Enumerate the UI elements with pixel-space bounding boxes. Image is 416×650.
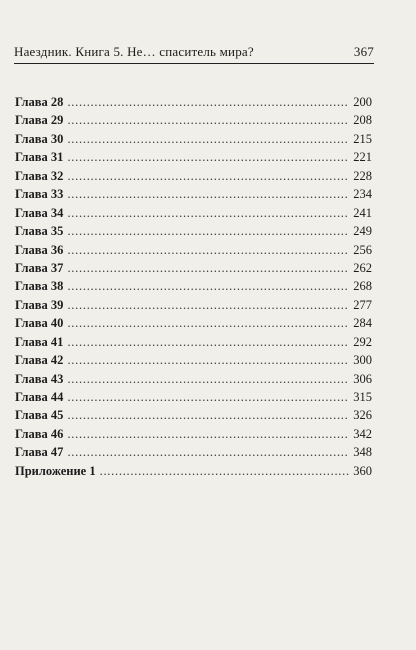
toc-entry-page: 256 [353,242,372,257]
toc-entry-label: Глава 32 [15,168,64,183]
toc-entry [15,388,372,406]
dot-leader [67,296,349,314]
toc-entry-page: 200 [353,95,372,109]
dot-leader [67,277,349,295]
toc-entry [15,277,372,295]
toc-entry-label: Глава 30 [15,131,64,146]
toc-entry-page: 249 [353,224,372,239]
dot-leader [67,130,349,148]
toc-entry-label: Глава 43 [15,371,64,386]
toc-entry [15,93,372,111]
toc-entry-label: Глава 33 [15,187,64,202]
toc-entry [15,259,372,277]
toc-entry [15,167,372,185]
toc-entry [15,241,372,259]
toc-entry-label: Глава 45 [15,408,64,423]
dot-leader [67,370,349,388]
dot-leader [67,406,349,424]
dot-leader [67,185,349,203]
toc-entry-page: 241 [353,205,372,220]
toc-entry [15,314,372,332]
toc-entry-label: Приложение 1 [15,463,96,478]
table-of-contents [15,93,372,480]
dot-leader [67,241,349,259]
running-title: Наездник. Книга 5. Не… спаситель мира? [14,44,254,59]
dot-leader [67,93,349,111]
toc-entry [15,130,372,148]
running-header [14,44,374,60]
page-number: 367 [353,44,374,59]
toc-entry-page: 326 [353,408,372,423]
dot-leader [67,388,349,406]
toc-entry-label: Глава 38 [15,279,64,294]
header-rule [14,63,374,64]
toc-entry-label: Глава 28 [15,95,64,109]
toc-entry [15,204,372,222]
toc-entry [15,222,372,240]
toc-entry-label: Глава 41 [15,334,64,349]
dot-leader [67,167,349,185]
dot-leader [67,222,349,240]
toc-entry-page: 268 [353,279,372,294]
toc-entry-page: 234 [353,187,372,202]
toc-entry [15,462,372,480]
dot-leader [67,314,349,332]
dot-leader [67,148,349,166]
toc-entry [15,111,372,129]
toc-entry [15,351,372,369]
toc-entry-label: Глава 35 [15,224,64,239]
dot-leader [67,425,349,443]
toc-entry-page: 262 [353,260,372,275]
toc-entry [15,148,372,166]
dot-leader [67,259,349,277]
toc-entry-label: Глава 44 [15,390,64,404]
toc-entry-label: Глава 39 [15,297,64,312]
toc-entry-label: Глава 31 [15,150,64,165]
toc-entry [15,296,372,314]
toc-entry-page: 306 [353,371,372,386]
dot-leader [67,333,349,351]
toc-entry-label: Глава 37 [15,260,64,275]
toc-entry-page: 284 [353,316,372,331]
toc-entry-label: Глава 46 [15,426,64,441]
dot-leader [67,351,349,369]
dot-leader [100,462,350,480]
toc-entry [15,370,372,388]
toc-entry-page: 221 [353,150,372,165]
toc-entry [15,406,372,424]
toc-entry-page: 342 [353,426,372,441]
toc-entry-page: 292 [353,334,372,349]
toc-entry-label: Глава 47 [15,445,64,460]
toc-entry-page: 315 [353,390,372,404]
toc-entry [15,185,372,203]
toc-entry-page: 208 [353,113,372,128]
toc-entry-label: Глава 29 [15,113,64,128]
toc-entry-page: 360 [353,463,372,478]
toc-entry-label: Глава 34 [15,205,64,220]
toc-entry [15,443,372,461]
dot-leader [67,443,349,461]
dot-leader [67,111,349,129]
dot-leader [67,204,349,222]
toc-entry [15,333,372,351]
toc-entry-page: 277 [353,297,372,312]
toc-entry-label: Глава 42 [15,353,64,368]
toc-entry-page: 348 [353,445,372,460]
toc-entry-label: Глава 40 [15,316,64,331]
toc-entry [15,425,372,443]
toc-entry-page: 300 [353,353,372,368]
toc-entry-page: 228 [353,168,372,183]
toc-entry-label: Глава 36 [15,242,64,257]
toc-entry-page: 215 [353,131,372,146]
